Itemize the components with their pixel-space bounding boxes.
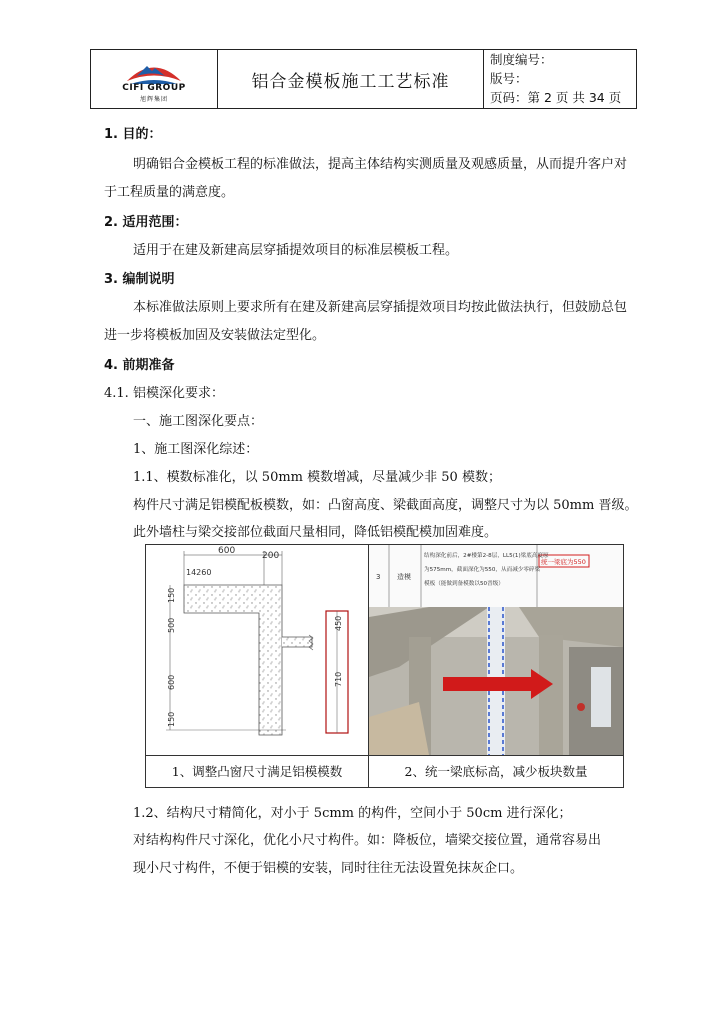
document-title: 铝合金模板施工工艺标准 (218, 50, 484, 108)
logo-english: CIFI GROUP (122, 83, 186, 93)
paragraph-e: 此外墙柱与梁交接部位截面尺量相同，降低铝模配模加固难度。 (133, 525, 498, 540)
section-3-title: 3. 编制说明 (104, 272, 175, 287)
dim-150-bottom: 150 (167, 711, 176, 727)
dim-710: 710 (334, 671, 343, 687)
embedded-cell-note: 统一梁底为550 (541, 558, 586, 566)
paragraph-h: 现小尺寸构件，不便于铝模的安装，同时往往无法设置免抹灰企口。 (133, 861, 524, 876)
embedded-cell-type: 造模 (397, 573, 411, 581)
caption-right: 2、统一梁底标高，减少板块数量 (404, 764, 588, 779)
dim-150-top: 150 (167, 587, 176, 603)
paragraph-f: 1.2、结构尺寸精简化，对小于 5cmm 的构件，空间小于 50cm 进行深化； (133, 806, 572, 821)
embedded-cell-desc-2: 为575mm，截面深化为550，从而减少零碎梁 (424, 567, 541, 573)
page-info: 页码：第 2 页 共 34 页 (490, 90, 622, 105)
dim-14260: 14260 (186, 568, 212, 577)
cad-drawing (146, 545, 368, 755)
dim-200: 200 (262, 551, 280, 561)
paragraph-d: 构件尺寸满足铝模配板模数，如：凸窗高度、梁截面高度，调整尺寸为以 50mm 晋级。 (133, 498, 638, 513)
construction-photo (369, 607, 623, 755)
section-1-title: 1. 目的： (104, 127, 162, 142)
version-label: 版号： (490, 71, 528, 86)
logo-cell (91, 50, 218, 108)
document-meta (484, 50, 636, 108)
document-header (90, 49, 637, 109)
figure-table (145, 544, 624, 788)
doc-number-label: 制度编号： (490, 52, 553, 67)
section-2-title: 2. 适用范围： (104, 215, 188, 230)
paragraph-g: 对结构构件尺寸深化，优化小尺寸构件。如：降板位，墙梁交接位置，通常容易出 (133, 833, 602, 848)
section-1-line-1: 明确铝合金模板工程的标准做法，提高主体结构实测质量及观感质量，从而提升客户对 (133, 157, 628, 172)
section-2-line-1: 适用于在建及新建高层穿插提效项目的标准层模板工程。 (133, 243, 459, 258)
dim-600-left: 600 (167, 674, 176, 690)
section-4-title: 4. 前期准备 (104, 358, 175, 373)
embedded-cell-desc-3: 模板（能做到备模数以50晋级） (424, 581, 504, 587)
section-1-line-2: 于工程质量的满意度。 (104, 185, 235, 200)
embedded-table (369, 545, 623, 608)
section-3-line-1: 本标准做法原则上要求所有在建及新建高层穿插提效项目均按此做法执行，但鼓励总包 (133, 300, 628, 315)
company-logo-icon (91, 50, 217, 84)
dim-500: 500 (167, 617, 176, 633)
caption-left: 1、调整凸窗尺寸满足铝模模数 (171, 764, 343, 779)
section-4-1-title: 4.1. 铝模深化要求： (104, 386, 224, 401)
dim-600: 600 (218, 546, 236, 556)
paragraph-a: 一、施工图深化要点： (133, 414, 264, 429)
embedded-table-grid (369, 545, 623, 607)
paragraph-b: 1、施工图深化综述： (133, 442, 259, 457)
logo-chinese: 旭辉集团 (139, 96, 168, 103)
embedded-cell-desc-1: 结构深化前后，2#楼第2-8层，LL5(1)梁底高度原 (424, 553, 549, 559)
dim-450: 450 (334, 615, 343, 631)
embedded-cell-no: 3 (376, 573, 381, 581)
figure-divider-horizontal (146, 755, 623, 756)
paragraph-c: 1.1、模数标准化，以 50mm 模数增减，尽量减少非 50 模数； (133, 470, 501, 485)
construction-photo-illustration (369, 607, 623, 755)
section-3-line-2: 进一步将模板加固及安装做法定型化。 (104, 328, 326, 343)
